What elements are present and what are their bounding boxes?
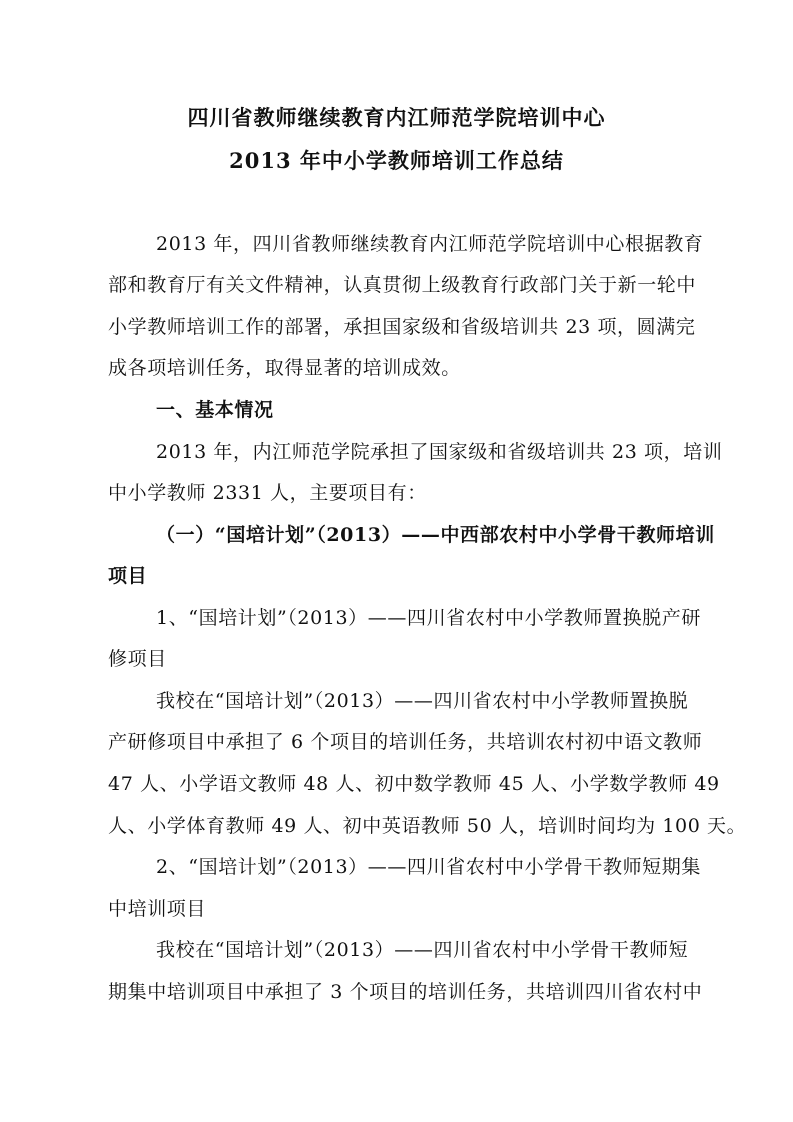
document-title-line-1: 四川省教师继续教育内江师范学院培训中心 <box>187 105 606 130</box>
item-1-para-line-1: 我校在“国培计划”（2013）——四川省农村中小学教师置换脱 <box>156 690 689 712</box>
item-1-heading-line-2: 修项目 <box>108 648 167 670</box>
subsection-1-heading-line-1: （一）“国培计划”（2013）——中西部农村中小学骨干教师培训 <box>156 524 715 546</box>
document-title-line-2: 2013 年中小学教师培训工作总结 <box>229 148 564 173</box>
item-2-heading-line-2: 中培训项目 <box>108 898 207 920</box>
item-1-para-line-2: 产研修项目中承担了 6 个项目的培训任务，共培训农村初中语文教师 <box>108 731 703 753</box>
item-2-para-line-2: 期集中培训项目中承担了 3 个项目的培训任务，共培训四川省农村中 <box>108 981 703 1003</box>
item-1-para-line-4: 人、小学体育教师 49 人、初中英语教师 50 人，培训时间均为 100 天。 <box>108 815 747 837</box>
intro-line-1: 2013 年，四川省教师继续教育内江师范学院培训中心根据教育 <box>156 233 704 255</box>
item-1-para-line-3: 47 人、小学语文教师 48 人、初中数学教师 45 人、小学数学教师 49 <box>108 773 720 795</box>
section-1-heading: 一、基本情况 <box>156 399 274 421</box>
intro-line-3: 小学教师培训工作的部署，承担国家级和省级培训共 23 项，圆满完 <box>108 316 696 338</box>
intro-line-2: 部和教育厅有关文件精神，认真贯彻上级教育行政部门关于新一轮中 <box>108 274 697 296</box>
item-1-heading-line-1: 1、“国培计划”（2013）——四川省农村中小学教师置换脱产研 <box>156 607 701 629</box>
intro-line-4: 成各项培训任务，取得显著的培训成效。 <box>108 357 461 379</box>
item-2-para-line-1: 我校在“国培计划”（2013）——四川省农村中小学骨干教师短 <box>156 939 689 961</box>
subsection-1-heading-line-2: 项目 <box>108 565 148 587</box>
section-1-line-1: 2013 年，内江师范学院承担了国家级和省级培训共 23 项，培训 <box>156 441 723 463</box>
item-2-heading-line-1: 2、“国培计划”（2013）——四川省农村中小学骨干教师短期集 <box>156 856 701 878</box>
section-1-line-2: 中小学教师 2331 人，主要项目有： <box>108 482 427 504</box>
